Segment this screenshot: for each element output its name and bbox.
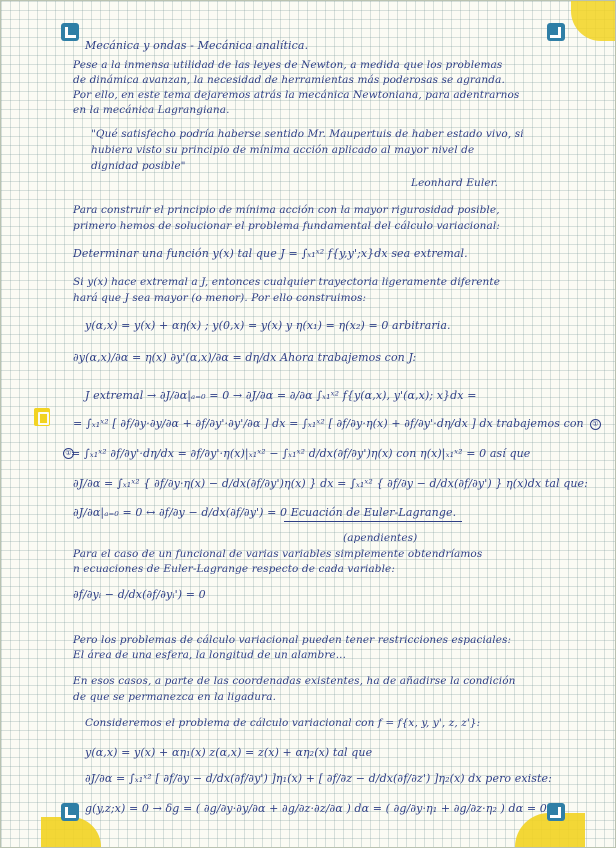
- equation: ∂f/∂yᵢ − d/dx(∂f/∂yᵢ') = 0: [73, 588, 206, 601]
- equation: = ∫ₓ₁ˣ² [ ∂f/∂y·∂y/∂α + ∂f/∂y'·∂y'/∂α ] dx = ∫ₓ₁ˣ² [ ∂f/∂y·η(x) + ∂f/∂y'·dη/dx ] dx trabajemos con: [73, 417, 584, 430]
- side-tab-icon: [34, 408, 50, 426]
- equation: ∂J/∂α = ∫ₓ₁ˣ² { ∂f/∂y·η(x) − d/dx(∂f/∂y')η(x) } dx = ∫ₓ₁ˣ² { ∂f/∂y − d/dx(∂f/∂y') } η(x)dx tal que:: [73, 477, 588, 490]
- quote-line: hubiera visto su principio de mínima acción aplicado al mayor nivel de: [91, 144, 475, 156]
- paragraph-line: El área de una esfera, la longitud de un alambre...: [73, 649, 347, 661]
- underline: [284, 521, 462, 522]
- margin-note: (apendientes): [343, 532, 418, 544]
- paragraph-line: Consideremos el problema de cálculo variacional con f = f{x, y, y', z, z'}:: [85, 717, 481, 729]
- paragraph-line: hará que J sea mayor (o menor). Por ello construimos:: [73, 292, 367, 304]
- quote-author: Leonhard Euler.: [411, 177, 499, 189]
- intro-line: Por ello, en este tema dejaremos atrás la mecánica Newtoniana, para adentrarnos: [73, 89, 520, 101]
- intro-line: Pese a la inmensa utilidad de las leyes de Newton, a medida que los problemas: [73, 59, 503, 71]
- paragraph-line: primero hemos de solucionar el problema fundamental del cálculo variacional:: [73, 220, 500, 232]
- yellow-corner-decoration: [571, 1, 615, 41]
- paragraph-line: n ecuaciones de Euler-Lagrange respecto de cada variable:: [73, 563, 395, 575]
- circled-marker-icon: ①: [590, 419, 601, 430]
- intro-line: en la mecánica Lagrangiana.: [73, 104, 230, 116]
- equation: J extremal → ∂J/∂α|ₐ₌₀ = 0 → ∂J/∂α = ∂/∂α ∫ₓ₁ˣ² f{y(α,x), y'(α,x); x}dx =: [85, 389, 477, 402]
- equation: y(α,x) = y(x) + αη(x) ; y(0,x) = y(x) y η(x₁) = η(x₂) = 0 arbitraria.: [85, 319, 451, 332]
- intro-line: de dinámica avanzan, la necesidad de herramientas más poderosas se agranda.: [73, 74, 505, 86]
- quote-line: dignidad posible": [91, 160, 186, 172]
- paragraph-line: de que se permanezca en la ligadura.: [73, 691, 277, 703]
- corner-bracket-icon: [61, 803, 79, 821]
- paragraph-line: Para construir el principio de mínima acción con la mayor rigurosidad posible,: [73, 204, 500, 216]
- circled-marker-icon: ①: [63, 448, 74, 459]
- equation: g(y,z;x) = 0 → δg = ( ∂g/∂y·∂y/∂α + ∂g/∂z·∂z/∂α ) dα = ( ∂g/∂y·η₁ + ∂g/∂z·η₂ ) dα = 0: [85, 802, 547, 815]
- corner-bracket-icon: [547, 803, 565, 821]
- page-title: Mecánica y ondas - Mecánica analítica.: [85, 39, 309, 52]
- equation: y(α,x) = y(x) + αη₁(x) z(α,x) = z(x) + αη₂(x) tal que: [85, 746, 373, 759]
- paragraph-line: Si y(x) hace extremal a J, entonces cualquier trayectoria ligeramente diferente: [73, 276, 501, 288]
- corner-bracket-icon: [61, 23, 79, 41]
- equation: ∂y(α,x)/∂α = η(x) ∂y'(α,x)/∂α = dη/dx Ahora trabajemos con J:: [73, 351, 417, 364]
- equation: ∂J/∂α = ∫ₓ₁ˣ² [ ∂f/∂y − d/dx(∂f/∂y') ]η₁(x) + [ ∂f/∂z − d/dx(∂f/∂z') ]η₂(x) dx pero existe:: [85, 772, 552, 785]
- paragraph-line: Pero los problemas de cálculo variacional pueden tener restricciones espaciales:: [73, 634, 512, 646]
- corner-bracket-icon: [547, 23, 565, 41]
- problem-statement: Determinar una función y(x) tal que J = ∫ₓ₁ˣ² f{y,y';x}dx sea extremal.: [73, 247, 468, 260]
- yellow-corner-decoration: [41, 817, 101, 847]
- paragraph-line: En esos casos, a parte de las coordenadas existentes, ha de añadirse la condición: [73, 675, 516, 687]
- paragraph-line: Para el caso de un funcional de varias variables simplemente obtendríamos: [73, 548, 483, 560]
- quote-line: "Qué satisfecho podría haberse sentido Mr. Maupertuis de haber estado vivo, si: [91, 128, 524, 140]
- equation: ∂J/∂α|ₐ₌₀ = 0 ↔ ∂f/∂y − d/dx(∂f/∂y') = 0 Ecuación de Euler-Lagrange.: [73, 506, 457, 519]
- equation: = ∫ₓ₁ˣ² ∂f/∂y'·dη/dx = ∂f/∂y'·η(x)|ₓ₁ˣ² − ∫ₓ₁ˣ² d/dx(∂f/∂y')η(x) con η(x)|ₓ₁ˣ² = 0 así que: [71, 447, 531, 460]
